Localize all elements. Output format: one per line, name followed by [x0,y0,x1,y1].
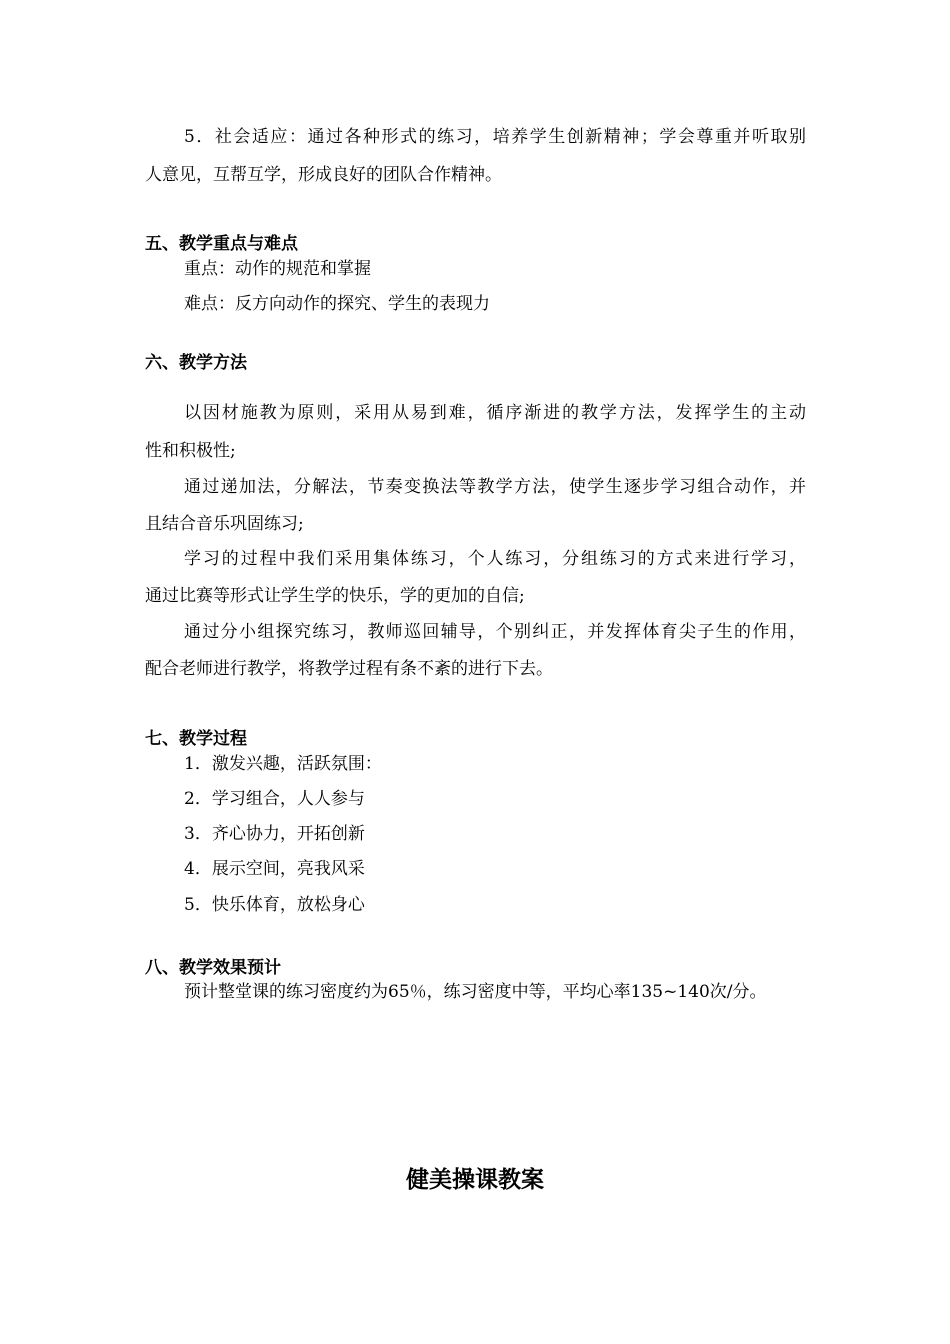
process-item: 4．展示空间，亮我风采 [184,859,365,879]
process-item: 3．齐心协力，开拓创新 [184,824,365,844]
difficulty-text: 难点：反方向动作的探究、学生的表现力 [184,294,490,314]
process-item: 2．学习组合，人人参与 [184,789,365,809]
method-paragraph-3-line-1: 学习的过程中我们采用集体练习，个人练习，分组练习的方式来进行学习， [184,549,806,569]
method-paragraph-4-line-1: 通过分小组探究练习，教师巡回辅导，个别纠正，并发挥体育尖子生的作用， [184,622,806,642]
method-paragraph-3-line-2: 通过比赛等形式让学生学的快乐，学的更加的自信; [145,586,525,606]
process-item: 5．快乐体育，放松身心 [184,895,365,915]
social-adaptation-line-2: 人意见，互帮互学，形成良好的团队合作精神。 [145,165,502,185]
method-paragraph-1-line-1: 以因材施教为原则，采用从易到难，循序渐进的教学方法，发挥学生的主动 [184,403,806,423]
social-adaptation-line-1: 5．社会适应：通过各种形式的练习，培养学生创新精神；学会尊重并听取别 [184,127,806,147]
section-5-heading: 五、教学重点与难点 [145,234,298,254]
process-item: 1．激发兴趣，活跃氛围： [184,754,382,774]
section-6-heading: 六、教学方法 [145,353,247,373]
method-paragraph-2-line-1: 通过递加法，分解法，节奏变换法等教学方法，使学生逐步学习组合动作，并 [184,477,806,497]
method-paragraph-1-line-2: 性和积极性; [145,441,236,461]
expected-effect-text: 预计整堂课的练习密度约为65％，练习密度中等，平均心率135~140次/分。 [184,982,767,1002]
lesson-plan-title: 健美操课教案 [406,1166,544,1193]
method-paragraph-4-line-2: 配合老师进行教学，将教学过程有条不紊的进行下去。 [145,659,553,679]
key-point-text: 重点：动作的规范和掌握 [184,259,371,279]
section-7-heading: 七、教学过程 [145,729,247,749]
method-paragraph-2-line-2: 且结合音乐巩固练习; [145,514,304,534]
section-8-heading: 八、教学效果预计 [145,958,281,978]
